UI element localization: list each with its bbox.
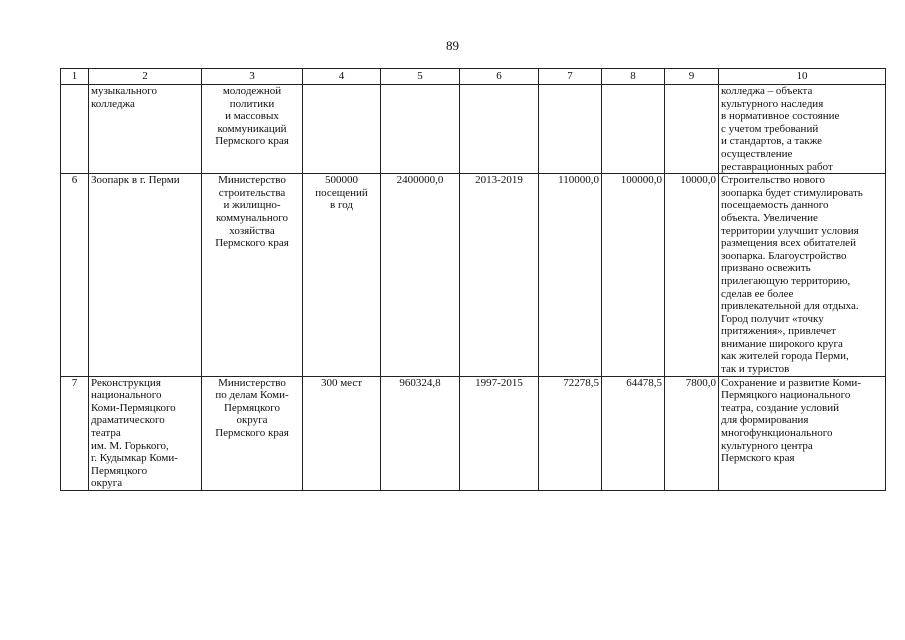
result-cell [719,376,886,490]
text-line: театра [91,427,121,440]
responsible-cell [202,174,303,377]
text-line: театра, создание условий [721,401,839,414]
text-line: им. М. Горького, [91,439,169,452]
value-cell-9: 7800,0 [665,376,719,490]
period-cell: 2013-2019 [460,174,539,377]
column-number: 6 [460,69,539,85]
text-line: Пермяцкого национального [721,389,851,402]
text-line: округа [91,477,123,490]
capacity-cell [303,376,381,490]
text-line: политики [229,97,275,110]
text-line: Реконструкция [91,376,161,389]
text-line: г. Кудымкар Коми- [91,452,178,465]
table-row [61,85,886,174]
value-cell-7: 72278,5 [539,376,602,490]
column-number: 4 [303,69,381,85]
text-line: объекта. Увеличение [721,211,818,224]
object-name-cell [89,85,202,174]
text-line: Министерство [218,376,286,389]
text-line: 500000 [325,174,358,187]
text-line: с учетом требований [721,122,819,135]
capacity-cell [303,85,381,174]
responsible-cell [202,376,303,490]
text-line: Коми-Пермяцкого [91,401,176,414]
text-line: посещений [315,186,368,199]
column-number-row [61,69,886,85]
column-number: 7 [539,69,602,85]
text-line: Город получит «точку [721,312,824,325]
column-number: 5 [381,69,460,85]
cost-cell: 2400000,0 [381,174,460,377]
table-row [61,376,886,490]
text-line: молодежной [222,85,282,97]
text-line: Пермского края [215,237,289,250]
period-cell: 1997-2015 [460,376,539,490]
value-cell-9: 10000,0 [665,174,719,377]
text-line: осуществление [721,147,793,160]
result-cell [719,174,886,377]
text-line: коммуникаций [217,122,287,135]
text-line: культурного центра [721,439,813,452]
column-number: 10 [719,69,886,85]
text-line: драматического [91,414,165,427]
value-cell-7 [539,85,602,174]
column-number: 3 [202,69,303,85]
text-line: и стандартов, а также [721,135,823,148]
cost-cell [381,85,460,174]
object-name-cell [89,174,202,377]
text-line: привлекательной для отдыха. [721,300,859,313]
text-line: многофункционального [721,427,833,440]
result-cell [719,85,886,174]
responsible-cell [202,85,303,174]
text-line: размещения всех обитателей [721,237,856,250]
column-number: 9 [665,69,719,85]
capacity-cell [303,174,381,377]
text-line: строительства [218,186,286,199]
text-line: зоопарка. Благоустройство [721,249,847,262]
text-line: колледжа [91,97,135,110]
value-cell-7: 110000,0 [539,174,602,377]
text-line: по делам Коми- [215,389,289,402]
text-line: Пермского края [215,135,289,148]
text-line: внимание широкого круга [721,337,843,350]
text-line: и массовых [225,110,279,123]
value-cell-8 [602,85,665,174]
value-cell-8: 100000,0 [602,174,665,377]
row-number-cell [61,85,89,174]
row-number-cell: 7 [61,376,89,490]
text-line: колледжа – объекта [721,85,813,97]
object-name-cell [89,376,202,490]
text-line: прилегающую территорию, [721,274,851,287]
period-cell [460,85,539,174]
text-line: и жилищно- [223,199,281,212]
text-line: посещаемость данного [721,199,829,212]
text-line: культурного наследия [721,97,824,110]
text-line: округа [236,414,268,427]
text-line: Пермяцкого [223,401,281,414]
text-line: Пермского края [721,452,795,465]
text-line: как жителей города Перми, [721,350,849,363]
value-cell-8: 64478,5 [602,376,665,490]
text-line: коммунального [216,211,288,224]
column-number: 2 [89,69,202,85]
text-line: притяжения», привлечет [721,325,836,338]
text-line: Строительство нового [721,174,826,187]
text-line: в нормативное состояние [721,110,840,123]
text-line: в год [330,199,353,212]
cost-cell: 960324,8 [381,376,460,490]
column-number: 1 [61,69,89,85]
text-line: сделав ее более [721,287,794,300]
text-line: музыкального [91,85,157,97]
text-line: зоопарка будет стимулировать [721,186,863,199]
row-number-cell: 6 [61,174,89,377]
text-line: хозяйства [229,224,275,237]
text-line: территории улучшит условия [721,224,859,237]
text-line: призвано освежить [721,262,811,275]
project-table [60,68,886,491]
value-cell-9 [665,85,719,174]
page-number: 89 [446,38,459,53]
column-number: 8 [602,69,665,85]
text-line: 300 мест [320,376,363,389]
table-row [61,174,886,377]
text-line: Пермского края [215,427,289,440]
text-line: для формирования [721,414,809,427]
text-line: Министерство [218,174,286,187]
text-line: Сохранение и развитие Коми- [721,376,861,389]
text-line: Пермяцкого [91,464,148,477]
text-line: Зоопарк в г. Перми [91,174,180,187]
text-line: реставрационных работ [721,160,833,173]
text-line: так и туристов [721,363,790,376]
text-line: национального [91,389,162,402]
